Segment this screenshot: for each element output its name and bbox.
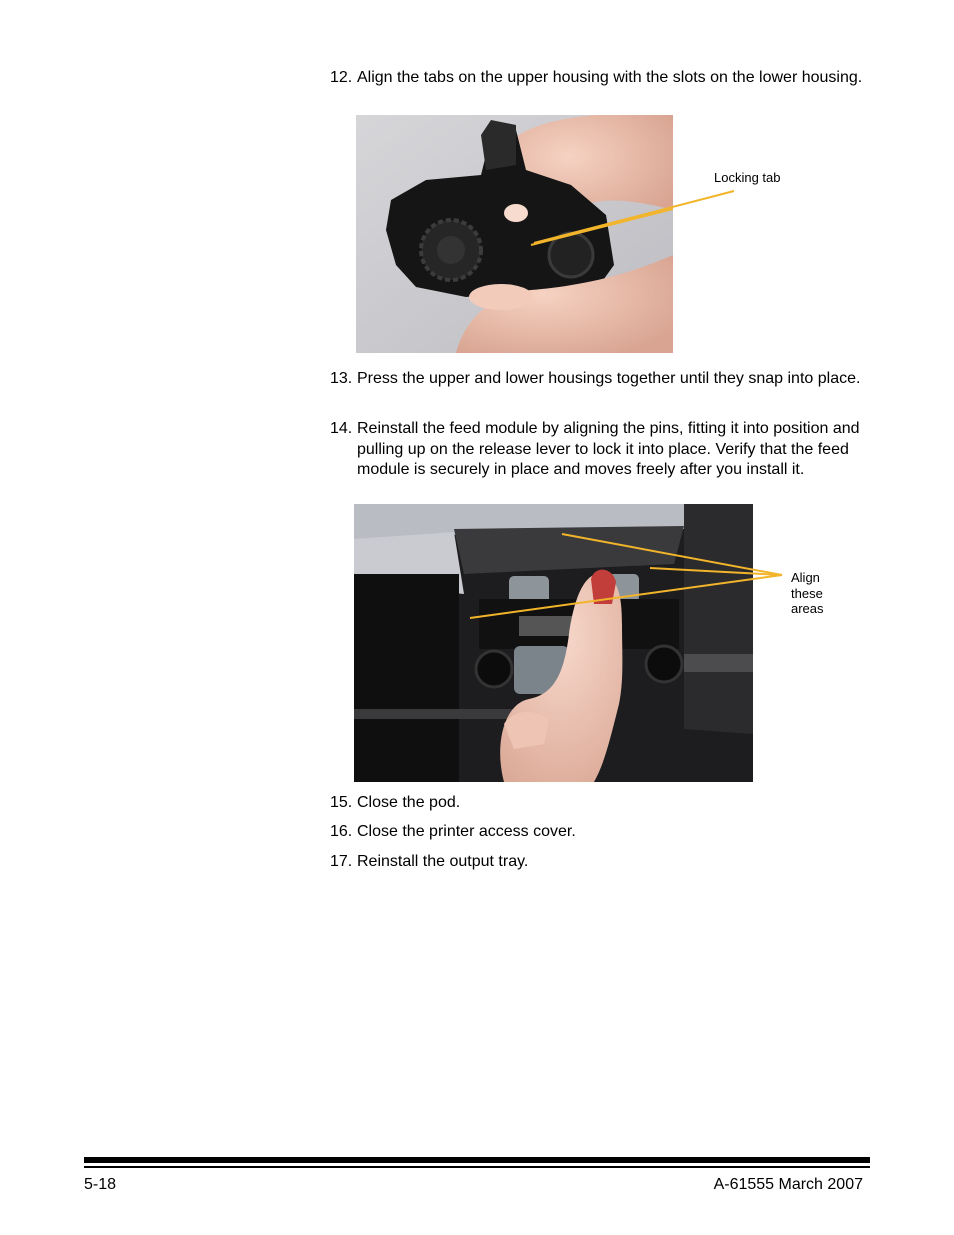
- step-number: 15.: [330, 794, 353, 811]
- step-16: [330, 822, 870, 843]
- step-number: 14.: [330, 420, 353, 437]
- align-areas-label: [791, 570, 824, 617]
- step-number: 12.: [330, 69, 353, 86]
- page-number: 5-18: [84, 1176, 117, 1193]
- footer-rule-thick: [84, 1157, 870, 1163]
- step-number: 16.: [330, 823, 353, 840]
- locking-tab-callout-line: [530, 185, 740, 245]
- step-number: 17.: [330, 853, 353, 870]
- step-text: Press the upper and lower housings together until they snap into place.: [357, 370, 861, 387]
- align-label-line: Align: [791, 570, 820, 585]
- step-text: Reinstall the feed module by aligning the pins, fitting it into position and pulling up on the release lever to lock it into place. Verify that the feed module is securely in place and moves freely after you install it.: [357, 420, 860, 478]
- step-text: Align the tabs on the upper housing with the slots on the lower housing.: [357, 69, 863, 86]
- step-text: Reinstall the output tray.: [357, 853, 529, 870]
- step-13: [330, 369, 870, 390]
- align-label-line: areas: [791, 601, 824, 616]
- step-text: Close the printer access cover.: [357, 823, 576, 840]
- step-12: [330, 68, 870, 89]
- step-17: [330, 852, 870, 873]
- document-id: A-61555 March 2007: [713, 1176, 863, 1193]
- locking-tab-label: Locking tab: [714, 170, 781, 185]
- footer-rule-thin: [84, 1166, 870, 1168]
- align-areas-callout-lines: [465, 530, 785, 625]
- step-number: 13.: [330, 370, 353, 387]
- step-15: [330, 793, 870, 814]
- step-14: [330, 419, 870, 481]
- step-text: Close the pod.: [357, 794, 461, 811]
- align-label-line: these: [791, 585, 823, 601]
